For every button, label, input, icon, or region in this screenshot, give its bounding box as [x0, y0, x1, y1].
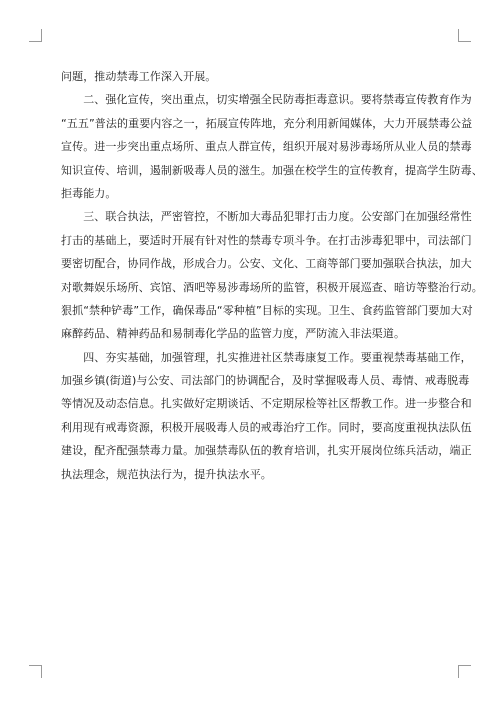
page-corner-mark-top-left: [29, 29, 42, 42]
text-line: 要密切配合，协同作战，形成合力。公安、文化、工商等部门要加强联合执法，加大: [61, 257, 472, 271]
text-line: 狠抓“禁种铲毒”工作，确保毒品“零种植”目标的实现。卫生、食药监管部门要加大对: [61, 303, 473, 317]
text-line: 建设，配齐配强禁毒力量。加强禁毒队伍的教育培训，扎实开展岗位练兵活动，端正: [61, 444, 472, 458]
paragraph: [61, 65, 441, 88]
text-line: 加强乡镇(街道)与公安、司法部门的协调配合，及时掌握吸毒人员、毒情、戒毒脱毒: [61, 374, 470, 388]
text-line: 四、夯实基础，加强管理，扎实推进社区禁毒康复工作。要重视禁毒基础工作，: [61, 350, 472, 364]
document-body: [61, 65, 483, 486]
text-line: “五五”普法的重要内容之一，拓展宣传阵地，充分利用新闻媒体，大力开展禁毒公益: [61, 116, 473, 130]
text-line: 利用现有戒毒资源，积极开展吸毒人员的戒毒治疗工作。同时，要高度重视执法队伍: [61, 420, 472, 434]
page-corner-mark-bottom-right: [458, 665, 471, 678]
text-line: 问题，推动禁毒工作深入开展。: [61, 70, 217, 83]
text-line: 麻醉药品、精神药品和易制毒化学品的监管力度，严防流入非法渠道。: [61, 327, 406, 341]
paragraph: [61, 205, 483, 345]
paragraph: [61, 88, 483, 205]
text-line: 宣传。进一步突出重点场所、重点人群宣传，组织开展对易涉毒场所从业人员的禁毒: [61, 140, 472, 154]
text-line: 对歌舞娱乐场所、宾馆、酒吧等易涉毒场所的监管，积极开展巡查、暗访等整治行动。: [61, 280, 483, 294]
text-line: 拒毒能力。: [61, 186, 117, 200]
text-line: 执法理念，规范执法行为，提升执法水平。: [61, 467, 272, 481]
text-line: 二、强化宣传，突出重点，切实增强全民防毒拒毒意识。要将禁毒宣传教育作为: [61, 93, 472, 107]
page-corner-mark-top-right: [458, 29, 471, 42]
text-line: 等情况及动态信息。扎实做好定期谈话、不定期尿检等社区帮教工作。进一步整合和: [61, 397, 472, 411]
paragraph: [61, 346, 472, 486]
text-line: 打击的基础上，要适时开展有针对性的禁毒专项斗争。在打击涉毒犯罪中，司法部门: [61, 233, 472, 247]
page-corner-mark-bottom-left: [29, 665, 42, 678]
text-line: 三、联合执法，严密管控，不断加大毒品犯罪打击力度。公安部门在加强经常性: [61, 210, 472, 224]
text-line: 知识宣传、培训，遏制新吸毒人员的滋生。加强在校学生的宣传教育，提高学生防毒、: [61, 163, 483, 177]
